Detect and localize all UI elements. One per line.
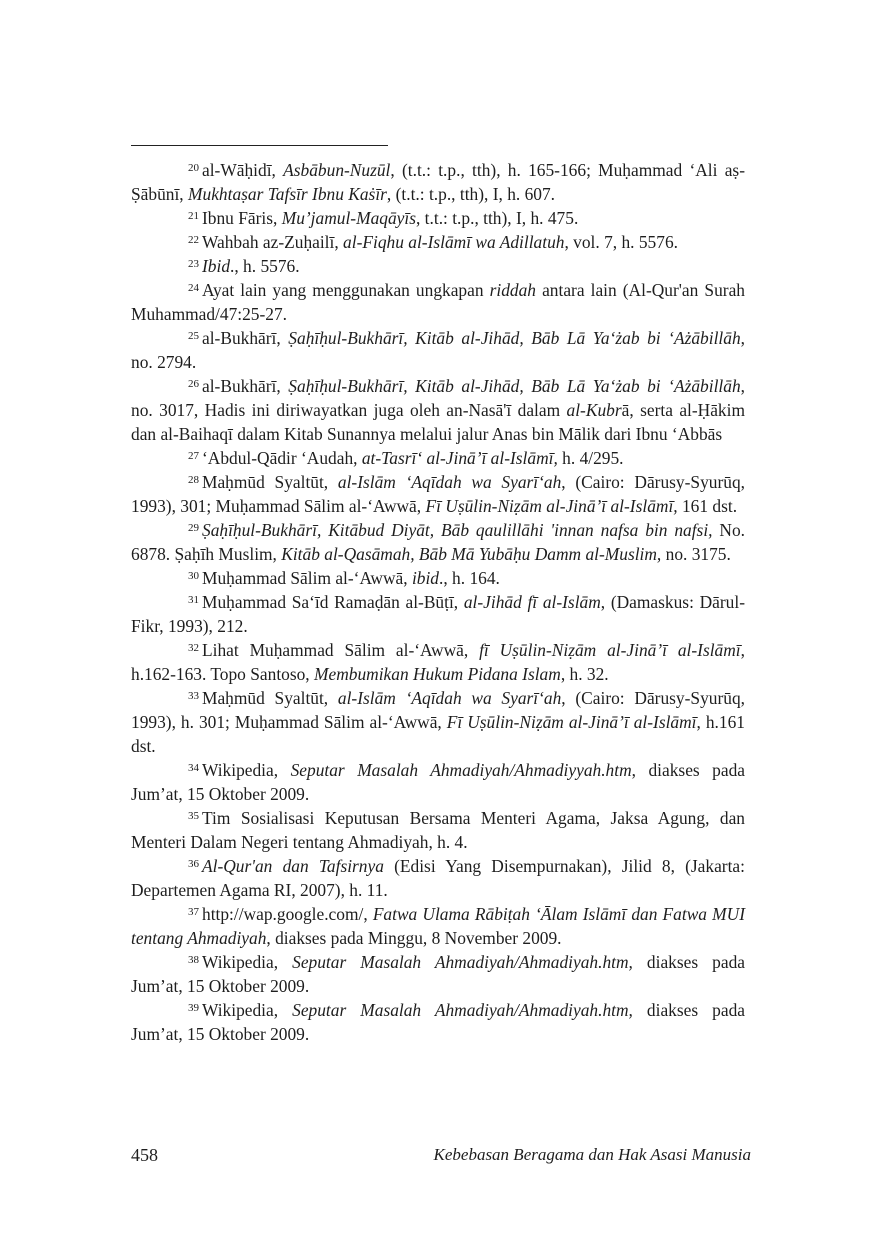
footnote-27 [131,446,745,470]
footnote-25 [131,326,745,374]
footnote-text: , h. 32. [560,664,609,684]
footnote-italic-text: Seputar Masalah Ahmadiyah/Ahmadiyah.htm, [292,952,633,972]
footnote-number: 39 [188,1002,199,1014]
footnote-italic-text: al-Islām ‘Aqīdah wa Syarī‘ah [337,688,562,708]
footnote-italic-text: Kitāb al-Qasāmah, Bāb Mā Yubāḥu Damm al-Muslim, [281,544,662,564]
footnote-number: 38 [188,954,199,966]
footnote-italic-text: Fī Uṣūlin-Niẓām al-Jinā’ī al-Islāmī [446,712,697,732]
footnote-number: 33 [188,690,199,702]
footnote-text: Maḥmūd Syaltūt, [202,472,338,492]
footnote-text: al-Bukhārī, [202,376,289,396]
footnote-28 [131,470,745,518]
footnote-italic-text: Asbābun-Nuzūl [283,160,391,180]
footnote-text: diakses pada Jum’at, 15 Oktober 2009. [131,952,745,996]
footnote-text: Wikipedia, [202,952,293,972]
footnote-36 [131,854,745,902]
footnote-text: Wikipedia, [202,1000,293,1020]
footnote-32 [131,638,745,686]
footnote-text: , diakses pada Jum’at, 15 Oktober 2009. [131,760,746,804]
footnote-text: , h.162-163. Topo Santoso, [131,640,745,684]
footnote-text: Tim Sosialisasi Keputusan Bersama Menteri Agama, Jaksa Agung, dan Menteri Dalam Negeri tentang Ahmadiyah, h. 4. [131,808,745,852]
footnote-30 [131,566,745,590]
footnote-text: , (t.t.: t.p., tth), I, h. 607. [386,184,556,204]
footnote-italic-text: Al-Qur'an dan Tafsirnya [202,856,384,876]
footnote-number: 25 [188,330,199,342]
footnotes-block [131,158,745,1046]
footnote-italic-text: al-Kubr [566,400,622,420]
footnote-number: 31 [188,594,199,606]
running-title: Kebebasan Beragama dan Hak Asasi Manusia [433,1145,751,1164]
footnote-37 [131,902,745,950]
footnote-text: ‘Abdul-Qādir ‘Audah, [202,448,362,468]
footnote-text: , h.161 dst. [131,712,745,756]
footnote-29 [131,518,745,566]
footnote-italic-text: Fatwa Ulama Rābiṭah ‘Ālam Islāmī dan Fatwa MUI tentang Ahmadiyah [131,904,745,948]
footnote-text: ā, serta al-Ḥākim dan al-Baihaqī dalam Kitab Sunannya melalui jalur Anas bin Mālik dari Ibnu ‘Abbās [131,400,745,444]
footnote-text: Muḥammad Sālim al-‘Awwā, [202,568,412,588]
footnote-italic-text: al-Islām ‘Aqīdah wa Syarī‘ah [337,472,562,492]
footnote-italic-text: Ṣaḥīḥul-Bukhārī, Kitāb al-Jihād, Bāb Lā Ya‘żab bi ‘Ażābillāh [288,328,741,348]
footnote-21 [131,206,745,230]
footnote-text: 161 dst. [677,496,738,516]
footnote-text: Ayat lain yang menggunakan ungkapan [202,280,490,300]
footnote-text: , vol. 7, h. 5576. [564,232,678,252]
footnote-34 [131,758,745,806]
footnote-24 [131,278,745,326]
footnote-text: Lihat Muḥammad Sālim al-‘Awwā, [202,640,480,660]
footnote-text: , (t.t.: t.p., tth), h. 165-166; Muḥammad ‘Ali aṣ-Ṣābūnī, [131,160,745,204]
footnote-38 [131,950,745,998]
footnote-number: 20 [188,162,199,174]
page-number: 458 [131,1145,158,1165]
footnote-number: 23 [188,258,199,270]
footnote-number: 27 [188,450,199,462]
footnote-italic-text: riddah [489,280,536,300]
footnote-number: 34 [188,762,199,774]
footnote-number: 37 [188,906,199,918]
footnote-italic-text: ibid [411,568,440,588]
footnote-number: 24 [188,282,199,294]
footnote-text: Ibnu Fāris, [202,208,282,228]
footnote-text: al-Bukhārī, [202,328,289,348]
footnote-text: h. 4/295. [557,448,624,468]
footnote-italic-text: al-Jihād fī al-Islām [463,592,601,612]
footnote-italic-text: Ibid [202,256,231,276]
footnote-separator-rule [131,145,388,146]
footnote-italic-text: Ṣaḥīḥul-Bukhārī, Kitābud Diyāt, Bāb qaulillāhi 'innan nafsa bin nafsi, [202,520,713,540]
footnote-text: ., h. 164. [439,568,500,588]
footnote-number: 29 [188,522,199,534]
footnote-31 [131,590,745,638]
footnote-number: 22 [188,234,199,246]
footnote-text: ., h. 5576. [230,256,300,276]
footnote-number: 28 [188,474,199,486]
footnote-number: 32 [188,642,199,654]
footnote-text: Wahbah az-Zuḥailī, [202,232,344,252]
footnote-text: , t.t.: t.p., tth), I, h. 475. [415,208,579,228]
footnote-number: 30 [188,570,199,582]
footnote-italic-text: at-Tasrī‘ al-Jinā’ī al-Islāmī, [361,448,558,468]
footnote-text: , no. 3017, Hadis ini diriwayatkan juga oleh an-Nasā'ī dalam [131,376,745,420]
footnote-italic-text: Ṣaḥīḥul-Bukhārī, Kitāb al-Jihād, Bāb Lā Ya‘żab bi ‘Ażābillāh [288,376,741,396]
footnote-italic-text: al-Fiqhu al-Islāmī wa Adillatuh [343,232,565,252]
footnote-26 [131,374,745,446]
footnote-text: no. 3175. [661,544,731,564]
footnote-20 [131,158,745,206]
footnote-35 [131,806,745,854]
footnote-text: Maḥmūd Syaltūt, [202,688,338,708]
footnote-33 [131,686,745,758]
footnote-italic-text: Seputar Masalah Ahmadiyah/Ahmadiyah.htm, [292,1000,633,1020]
footnote-text: antara lain (Al-Qur'an Surah Muhammad/47:25-27. [131,280,745,324]
footnote-22 [131,230,745,254]
footnote-text: Muḥammad Sa‘īd Ramaḍān al-Būṭī, [202,592,464,612]
footnote-text: http://wap.google.com/, [202,904,373,924]
footnote-text: Wikipedia, [202,760,291,780]
footnote-text: , no. 2794. [131,328,745,372]
footnote-text: (Edisi Yang Disempurnakan), Jilid 8, (Jakarta: Departemen Agama RI, 2007), h. 11. [131,856,745,900]
footnote-number: 35 [188,810,199,822]
footnote-text: , (Cairo: Dārusy-Syurūq, 1993), 301; Muḥammad Sālim al-‘Awwā, [131,472,745,516]
footnote-italic-text: Seputar Masalah Ahmadiyah/Ahmadiyyah.htm [290,760,632,780]
footnote-text: diakses pada Jum’at, 15 Oktober 2009. [131,1000,745,1044]
footnote-italic-text: Fī Uṣūlin-Niẓām al-Jinā’ī al-Islāmī, [425,496,678,516]
footnote-39 [131,998,745,1046]
footnote-23 [131,254,745,278]
footnote-number: 21 [188,210,199,222]
footnote-number: 36 [188,858,199,870]
footnote-number: 26 [188,378,199,390]
footnote-text: No. 6878. Ṣaḥīh Muslim, [131,520,745,564]
footnote-italic-text: Mukhtaṣar Tafsīr Ibnu Kaṡīr [188,184,387,204]
footnote-italic-text: fī Uṣūlin-Niẓām al-Jinā’ī al-Islāmī [479,640,741,660]
footnote-text: , diakses pada Minggu, 8 November 2009. [266,928,562,948]
footnote-text: , (Damaskus: Dārul-Fikr, 1993), 212. [131,592,745,636]
footnote-text: , (Cairo: Dārusy-Syurūq, 1993), h. 301; Muḥammad Sālim al-‘Awwā, [131,688,745,732]
footnote-italic-text: Mu’jamul-Maqāyīs [281,208,416,228]
footnote-italic-text: Membumikan Hukum Pidana Islam [314,664,561,684]
footnote-text: al-Wāḥidī, [202,160,284,180]
